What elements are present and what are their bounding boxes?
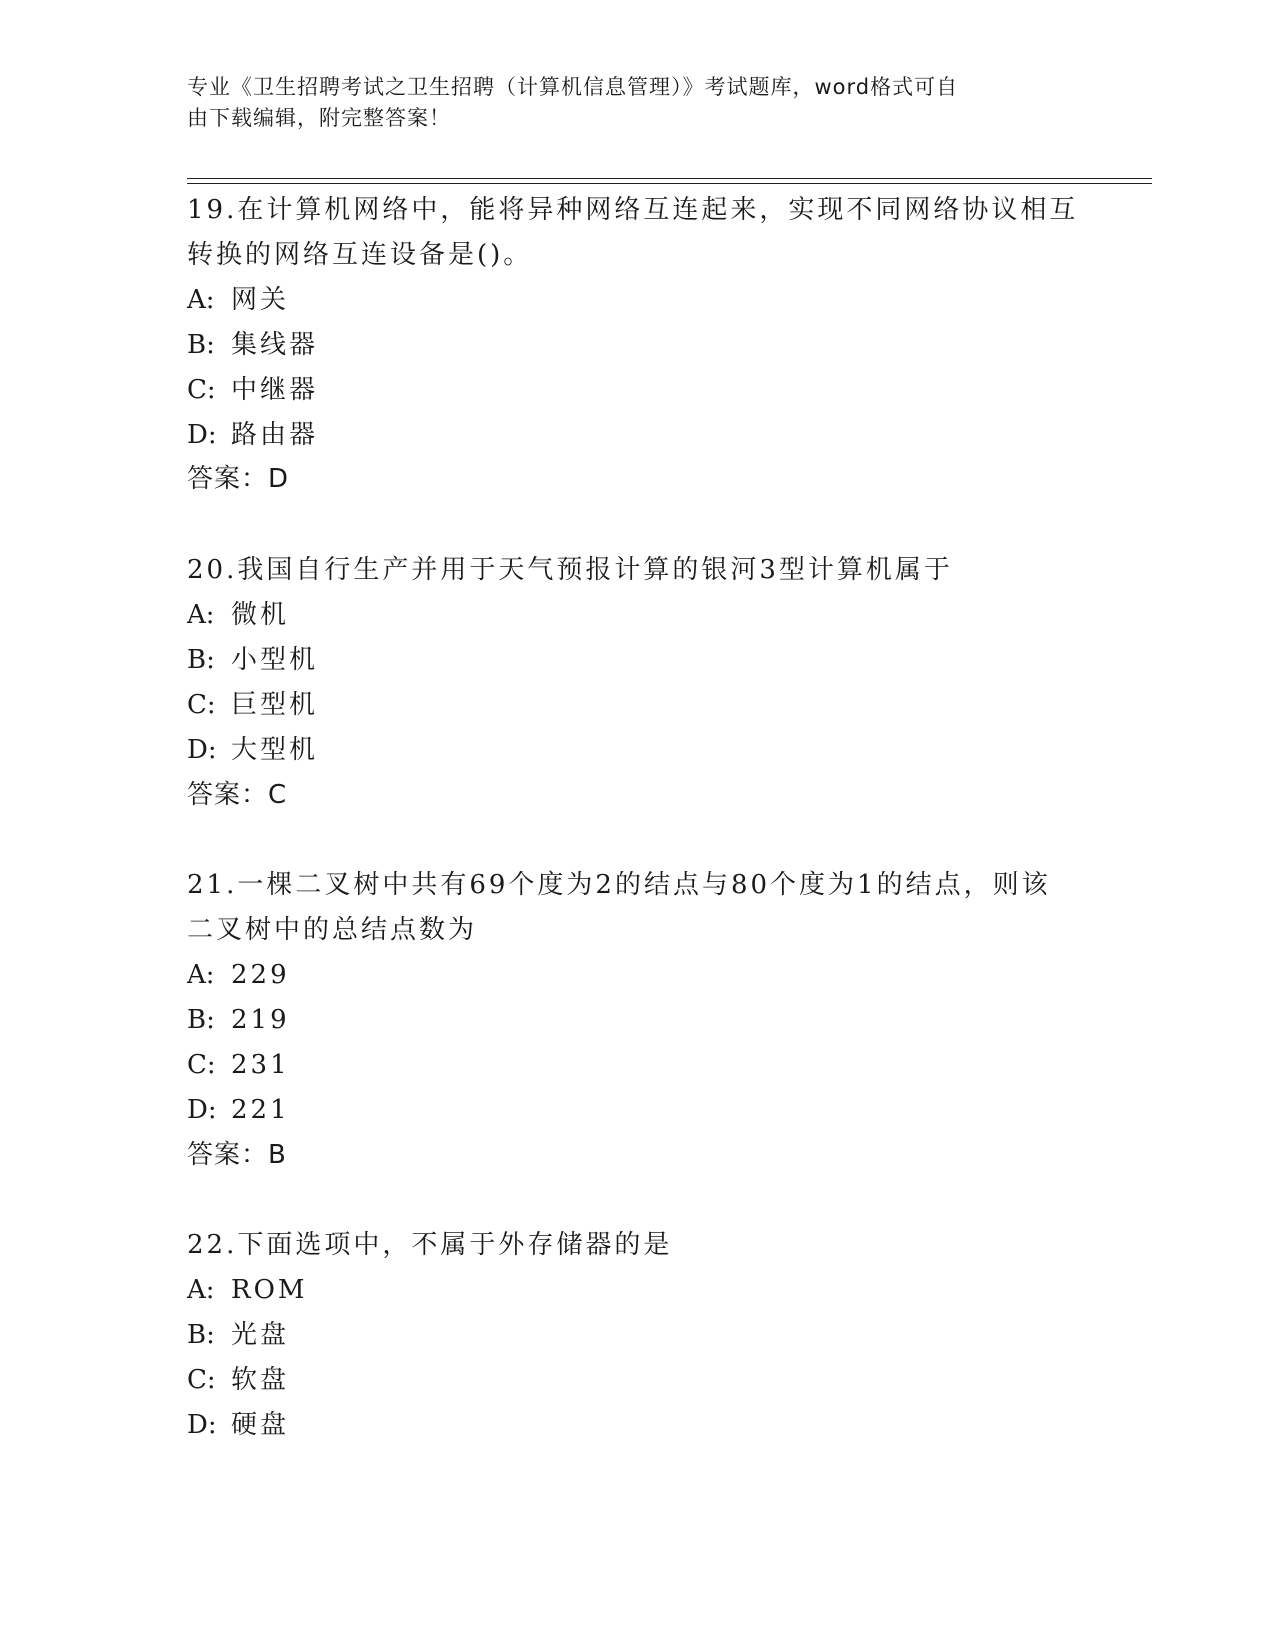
question-19-answer: 答案：D — [187, 464, 290, 494]
question-20-option-a — [187, 600, 289, 630]
option-label: C: — [187, 1050, 216, 1080]
option-label: A: — [187, 600, 215, 630]
option-text: 巨型机 — [231, 690, 319, 720]
question-21-stem-line1: 21.一棵二叉树中共有69个度为2的结点与80个度为1的结点，则该 — [187, 870, 1051, 900]
question-20-option-c — [187, 690, 318, 720]
header-divider-bottom — [187, 183, 1152, 184]
document-header — [187, 72, 1067, 134]
option-text: 219 — [231, 1005, 290, 1035]
option-text: 路由器 — [231, 420, 319, 450]
option-label: A: — [187, 1275, 215, 1305]
option-text: 221 — [231, 1095, 290, 1125]
option-label: C: — [187, 375, 216, 405]
option-text: 硬盘 — [231, 1410, 290, 1440]
question-19-option-d — [187, 420, 318, 450]
option-text: 微机 — [231, 600, 290, 630]
question-19-option-c — [187, 375, 318, 405]
option-label: A: — [187, 960, 215, 990]
option-text: 网关 — [231, 285, 290, 315]
option-label: B: — [187, 330, 215, 360]
question-20-answer: 答案：C — [187, 780, 288, 810]
option-label: B: — [187, 1005, 215, 1035]
question-21-answer: 答案：B — [187, 1140, 287, 1170]
question-21-option-b — [187, 1005, 290, 1035]
option-label: D: — [187, 735, 217, 765]
question-19-option-b — [187, 330, 318, 360]
option-label: B: — [187, 645, 215, 675]
option-text: 集线器 — [231, 330, 319, 360]
option-text: ROM — [231, 1275, 308, 1305]
question-20-stem-line1: 20.我国自行生产并用于天气预报计算的银河3型计算机属于 — [187, 555, 953, 585]
question-22-option-d — [187, 1410, 289, 1440]
question-19-option-a — [187, 285, 289, 315]
option-text: 小型机 — [231, 645, 319, 675]
question-20-option-d — [187, 735, 318, 765]
option-text: 229 — [231, 960, 290, 990]
header-line-1: 专业《卫生招聘考试之卫生招聘（计算机信息管理）》考试题库，word格式可自 — [187, 75, 959, 99]
header-line-2: 由下载编辑，附完整答案！ — [187, 106, 451, 130]
question-22-option-a — [187, 1275, 308, 1305]
question-19-stem-line2: 转换的网络互连设备是()。 — [187, 240, 533, 270]
question-19-stem-line1: 19.在计算机网络中，能将异种网络互连起来，实现不同网络协议相互 — [187, 195, 1079, 225]
question-22-option-b — [187, 1320, 289, 1350]
question-22-stem-line1: 22.下面选项中，不属于外存储器的是 — [187, 1230, 673, 1260]
option-text: 中继器 — [231, 375, 319, 405]
question-21-option-a — [187, 960, 290, 990]
option-label: C: — [187, 1365, 216, 1395]
option-label: D: — [187, 1095, 217, 1125]
question-21-stem-line2: 二叉树中的总结点数为 — [187, 915, 478, 945]
option-label: A: — [187, 285, 215, 315]
option-label: B: — [187, 1320, 215, 1350]
question-21-option-d — [187, 1095, 290, 1125]
question-20-option-b — [187, 645, 318, 675]
option-text: 软盘 — [231, 1365, 290, 1395]
option-text: 大型机 — [231, 735, 319, 765]
header-divider-top — [187, 178, 1152, 179]
option-label: C: — [187, 690, 216, 720]
option-text: 光盘 — [231, 1320, 290, 1350]
question-21-option-c — [187, 1050, 290, 1080]
option-label: D: — [187, 420, 217, 450]
question-22-option-c — [187, 1365, 289, 1395]
option-text: 231 — [231, 1050, 290, 1080]
option-label: D: — [187, 1410, 217, 1440]
